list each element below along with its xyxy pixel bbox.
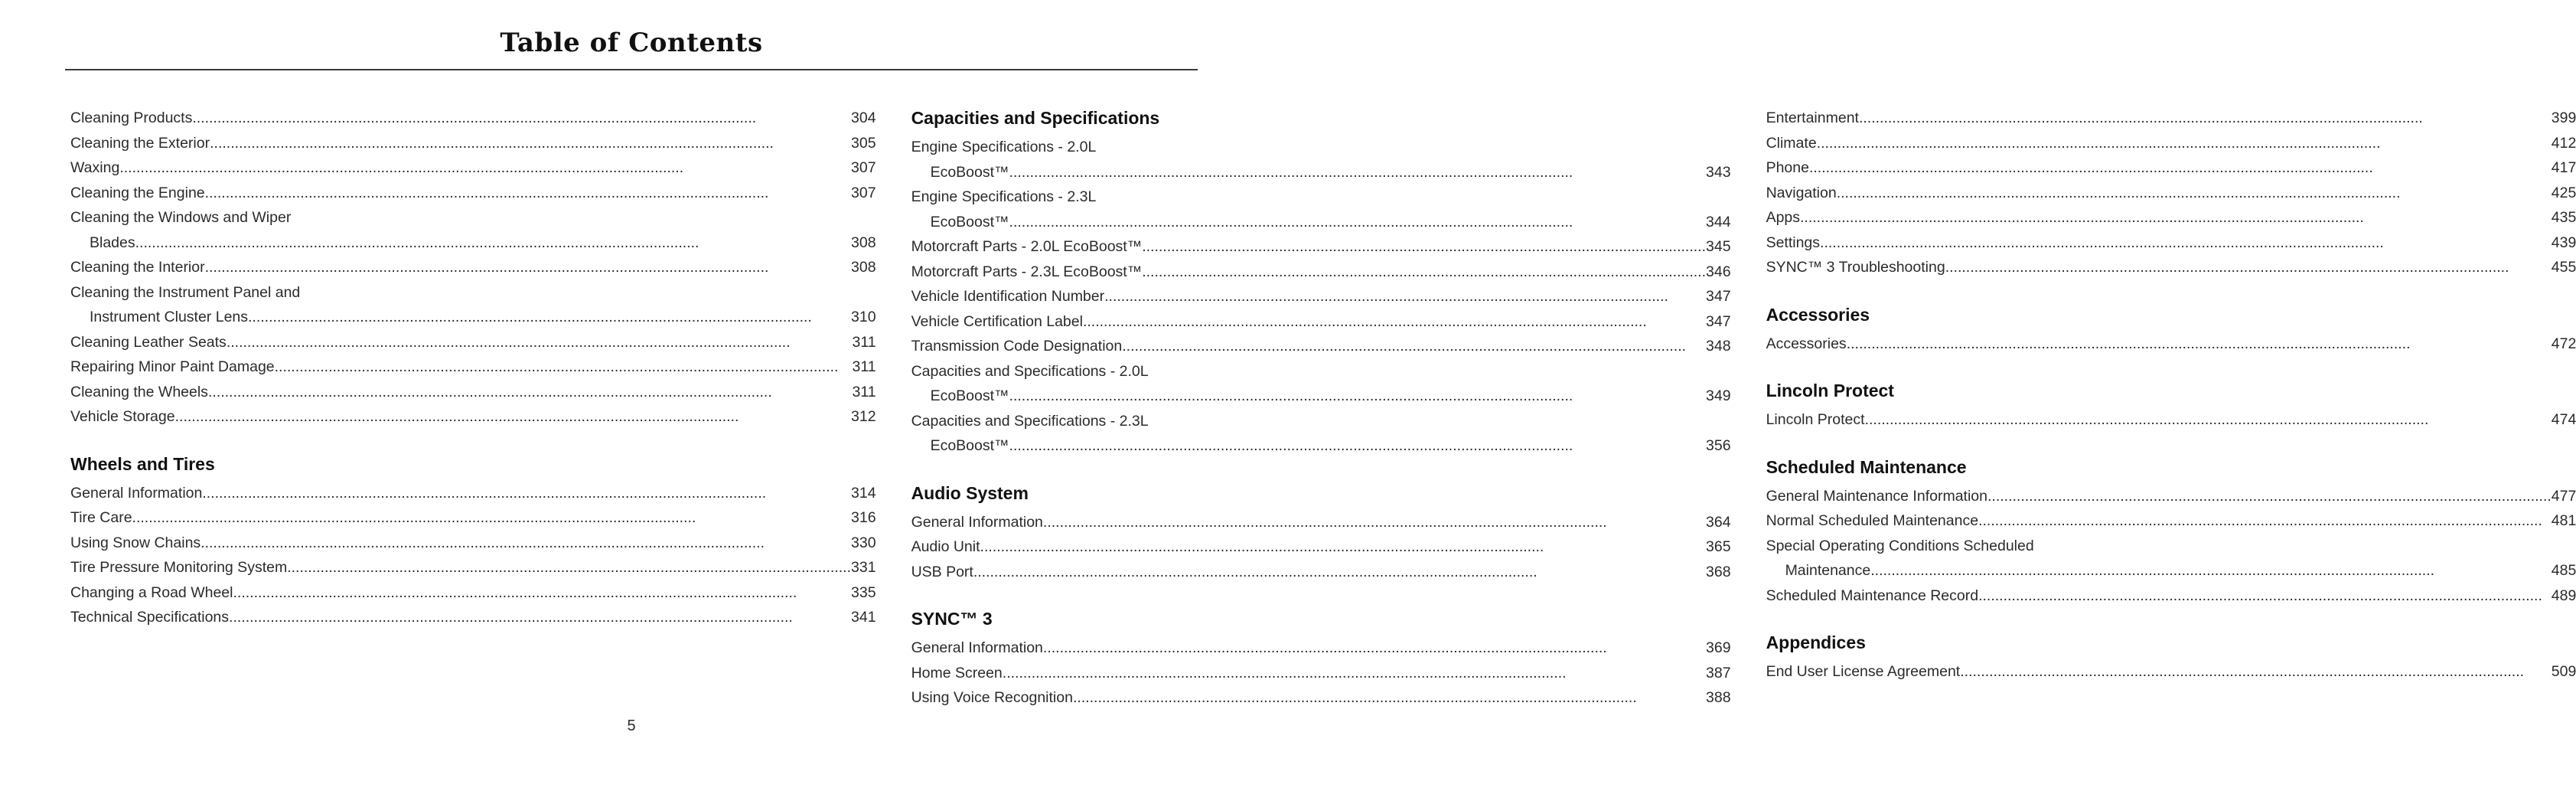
entry-page-number: 365 <box>1706 538 1731 555</box>
entry-first-line <box>911 359 1731 384</box>
toc-column-2 <box>911 106 1731 733</box>
entry-line <box>70 106 876 131</box>
entry-label: General Information <box>911 639 1043 656</box>
entry-label-continued: Maintenance <box>1785 562 1871 579</box>
entry-line <box>70 531 876 556</box>
entry-label: Capacities and Specifications - 2.3L <box>911 412 1149 430</box>
entry-label: End User License Agreement <box>1766 663 1961 680</box>
entry-line <box>911 234 1731 260</box>
entry-page-number: 477 <box>2551 487 2576 505</box>
entry-label: Capacities and Specifications - 2.0L <box>911 362 1149 380</box>
toc-entry <box>911 185 1731 234</box>
toc-entry <box>70 330 876 355</box>
entry-page-number: 485 <box>2551 562 2576 579</box>
dot-leader <box>119 155 851 181</box>
entry-label: Motorcraft Parts - 2.0L EcoBoost™ <box>911 238 1143 255</box>
entry-page-number: 472 <box>2551 335 2576 352</box>
entry-label: Apps <box>1766 209 1801 226</box>
entry-page-number: 348 <box>1706 338 1731 355</box>
toc-column-1 <box>70 106 876 652</box>
toc-entry <box>1766 155 2576 181</box>
entry-page-number: 307 <box>851 159 876 176</box>
entry-label: General Information <box>911 513 1043 531</box>
entry-label: Accessories <box>1766 335 1847 352</box>
entry-line <box>1766 508 2576 534</box>
entry-label: Waxing <box>70 159 120 176</box>
entry-line <box>1766 583 2576 609</box>
entry-label: Audio Unit <box>911 538 980 555</box>
dot-leader <box>1817 131 2552 156</box>
entry-line <box>911 560 1731 585</box>
dot-leader <box>205 255 851 280</box>
entry-page-number: 344 <box>1706 213 1731 230</box>
entry-line <box>911 309 1731 335</box>
entry-label: Settings <box>1766 234 1821 251</box>
dot-leader <box>1837 181 2552 206</box>
toc-entry <box>911 135 1731 185</box>
entry-label: Motorcraft Parts - 2.3L EcoBoost™ <box>911 263 1143 280</box>
entry-line <box>911 636 1731 661</box>
entry-line <box>70 505 876 531</box>
entry-line <box>70 580 876 606</box>
toc-entry <box>1766 484 2576 509</box>
entry-label: Changing a Road Wheel <box>70 583 233 601</box>
entry-label: Vehicle Identification Number <box>911 288 1105 305</box>
entry-page-number: 347 <box>1706 288 1731 305</box>
dot-leader <box>1945 255 2552 280</box>
entry-page-number: 343 <box>1706 163 1731 181</box>
dot-leader <box>1809 155 2552 181</box>
toc-entry <box>70 380 876 405</box>
entry-page-number: 341 <box>851 609 876 626</box>
dot-leader <box>1009 384 1706 409</box>
entry-line <box>70 380 876 405</box>
dot-leader <box>201 531 851 556</box>
entry-line <box>70 305 876 330</box>
entry-page-number: 335 <box>851 583 876 601</box>
section-heading: Wheels and Tires <box>70 453 215 474</box>
dot-leader <box>1009 210 1706 235</box>
toc-section <box>70 452 876 630</box>
dot-leader <box>275 355 853 380</box>
entry-first-line <box>70 280 876 306</box>
entry-label: Cleaning the Wheels <box>70 383 208 400</box>
entry-line <box>70 605 876 630</box>
toc-entry <box>1766 583 2576 609</box>
toc-entry <box>70 531 876 556</box>
entry-label: Engine Specifications - 2.0L <box>911 139 1097 155</box>
entry-first-line <box>911 409 1731 434</box>
page-header <box>0 0 1263 70</box>
entry-page-number: 417 <box>2551 159 2576 176</box>
toc-entry <box>911 685 1731 711</box>
entry-line <box>1766 155 2576 181</box>
dot-leader <box>973 560 1706 585</box>
toc-entry <box>911 284 1731 309</box>
entry-label: Vehicle Certification Label <box>911 312 1083 330</box>
toc-entry <box>70 505 876 531</box>
entry-line <box>911 433 1731 459</box>
toc-entry <box>70 255 876 280</box>
entry-page-number: 308 <box>851 234 876 251</box>
dot-leader <box>1043 510 1706 535</box>
toc-entry <box>911 234 1731 260</box>
dot-leader <box>1987 484 2552 509</box>
entry-page-number: 311 <box>852 358 876 375</box>
section-heading: Capacities and Specifications <box>911 108 1160 128</box>
entry-label: Home Screen <box>911 664 1003 681</box>
dot-leader <box>1073 685 1706 711</box>
section-heading: Accessories <box>1766 304 1870 325</box>
toc-entry <box>1766 106 2576 131</box>
dot-leader <box>248 305 851 330</box>
entry-label: Cleaning Leather Seats <box>70 333 227 351</box>
entry-page-number: 455 <box>2551 259 2576 276</box>
toc-columns <box>0 70 2576 733</box>
dot-leader <box>208 380 853 405</box>
entry-line <box>70 181 876 206</box>
entry-label: Lincoln Protect <box>1766 411 1865 428</box>
entry-line <box>1766 484 2576 509</box>
dot-leader <box>1870 558 2552 583</box>
entry-first-line <box>911 135 1731 160</box>
page-number: 5 <box>627 717 636 734</box>
toc-section <box>1766 106 2576 280</box>
dot-leader <box>210 131 851 156</box>
entry-label: Entertainment <box>1766 109 1859 126</box>
toc-entry <box>911 309 1731 335</box>
entry-label-continued: EcoBoost™ <box>930 163 1009 181</box>
toc-entry <box>1766 659 2576 685</box>
toc-entry <box>1766 205 2576 230</box>
entry-page-number: 331 <box>851 559 876 576</box>
page-title: Table of Contents <box>500 28 763 58</box>
entry-line <box>1766 230 2576 256</box>
section-heading: Appendices <box>1766 632 1866 652</box>
entry-line <box>911 160 1731 185</box>
entry-line <box>911 384 1731 409</box>
entry-line <box>1766 659 2576 685</box>
dot-leader <box>192 106 851 131</box>
toc-entry <box>1766 407 2576 433</box>
entry-page-number: 439 <box>2551 234 2576 251</box>
entry-label-continued: Instrument Cluster Lens <box>90 309 249 325</box>
entry-label: Transmission Code Designation <box>911 338 1123 355</box>
entry-label: Tire Care <box>70 509 132 526</box>
entry-label: Scheduled Maintenance Record <box>1766 587 1979 604</box>
entry-page-number: 369 <box>1706 639 1731 656</box>
dot-leader <box>229 605 851 630</box>
entry-page-number: 314 <box>851 484 876 502</box>
toc-entry <box>1766 255 2576 280</box>
entry-line <box>70 155 876 181</box>
entry-page-number: 346 <box>1706 263 1731 280</box>
entry-page-number: 368 <box>1706 563 1731 580</box>
entry-label: Vehicle Storage <box>70 408 175 425</box>
toc-entry <box>70 404 876 430</box>
entry-line <box>911 534 1731 560</box>
toc-section <box>70 106 876 430</box>
dot-leader <box>980 534 1706 560</box>
entry-first-line <box>70 205 876 230</box>
entry-line <box>911 284 1731 309</box>
entry-page-number: 364 <box>1706 513 1731 531</box>
entry-line <box>911 334 1731 359</box>
entry-page-number: 425 <box>2551 184 2576 201</box>
section-heading: SYNC™ 3 <box>911 609 993 629</box>
entry-label: Repairing Minor Paint Damage <box>70 358 275 375</box>
toc-entry <box>911 534 1731 560</box>
toc-entry <box>70 580 876 606</box>
toc-entry <box>70 555 876 580</box>
entry-line <box>911 210 1731 235</box>
toc-entry <box>70 355 876 380</box>
entry-page-number: 347 <box>1706 312 1731 330</box>
entry-line <box>70 555 876 580</box>
toc-entry <box>1766 131 2576 156</box>
entry-label-continued: Blades <box>90 234 135 251</box>
entry-label-continued: EcoBoost™ <box>930 437 1009 454</box>
entry-label: Engine Specifications - 2.3L <box>911 188 1097 205</box>
entry-page-number: 305 <box>851 134 876 152</box>
entry-page-number: 308 <box>851 259 876 276</box>
page-footer <box>0 717 1263 735</box>
dot-leader <box>1978 583 2552 609</box>
entry-line <box>911 510 1731 535</box>
entry-line <box>911 260 1731 285</box>
dot-leader <box>132 505 851 531</box>
entry-page-number: 435 <box>2551 209 2576 226</box>
entry-line <box>1766 181 2576 206</box>
entry-line <box>70 330 876 355</box>
section-heading: Lincoln Protect <box>1766 381 1894 400</box>
toc-section <box>1766 630 2576 685</box>
dot-leader <box>1142 234 1706 260</box>
dot-leader <box>1003 661 1706 686</box>
entry-page-number: 304 <box>851 109 876 126</box>
toc-entry <box>911 636 1731 661</box>
entry-line <box>1766 255 2576 280</box>
entry-label: Using Snow Chains <box>70 534 201 551</box>
entry-page-number: 474 <box>2551 411 2576 428</box>
entry-line <box>70 131 876 156</box>
dot-leader <box>202 481 851 506</box>
toc-section <box>1766 302 2576 357</box>
entry-line <box>1766 131 2576 156</box>
toc-entry <box>911 260 1731 285</box>
entry-label-continued: EcoBoost™ <box>930 213 1009 230</box>
entry-page-number: 399 <box>2551 109 2576 126</box>
entry-line <box>1766 106 2576 131</box>
toc-entry <box>911 359 1731 409</box>
dot-leader <box>233 580 851 606</box>
entry-label: Cleaning the Interior <box>70 259 205 276</box>
toc-entry <box>911 661 1731 686</box>
entry-page-number: 349 <box>1706 387 1731 404</box>
entry-label: Cleaning the Windows and Wiper <box>70 209 292 226</box>
dot-leader <box>175 404 851 430</box>
dot-leader <box>227 330 853 355</box>
entry-label: Technical Specifications <box>70 609 230 626</box>
toc-entry <box>70 605 876 630</box>
entry-line <box>70 255 876 280</box>
entry-page-number: 412 <box>2551 134 2576 152</box>
entry-label: Tire Pressure Monitoring System <box>70 559 288 576</box>
toc-column-3 <box>1766 106 2576 707</box>
entry-label: Navigation <box>1766 184 1837 201</box>
entry-label: General Information <box>70 484 203 502</box>
entry-page-number: 310 <box>851 309 876 325</box>
toc-entry <box>70 205 876 255</box>
entry-label: Normal Scheduled Maintenance <box>1766 512 1979 529</box>
entry-line <box>70 230 876 256</box>
toc-entry <box>70 280 876 330</box>
entry-label: Cleaning Products <box>70 109 193 126</box>
entry-label: USB Port <box>911 563 973 580</box>
entry-line <box>911 685 1731 711</box>
dot-leader <box>1043 636 1706 661</box>
dot-leader <box>287 555 851 580</box>
dot-leader <box>1142 260 1706 285</box>
toc-entry <box>70 481 876 506</box>
entry-label: Cleaning the Engine <box>70 184 205 201</box>
section-heading: Scheduled Maintenance <box>1766 456 1967 477</box>
entry-page-number: 330 <box>851 534 876 551</box>
toc-entry <box>1766 508 2576 534</box>
entry-page-number: 356 <box>1706 437 1731 454</box>
entry-page-number: 311 <box>852 333 876 351</box>
dot-leader <box>1800 205 2552 230</box>
entry-line <box>1766 558 2576 583</box>
entry-label: Cleaning the Instrument Panel and <box>70 283 301 301</box>
entry-page-number: 481 <box>2551 512 2576 529</box>
dot-leader <box>1978 508 2552 534</box>
dot-leader <box>1960 659 2552 685</box>
entry-line <box>70 404 876 430</box>
dot-leader <box>1859 106 2552 131</box>
entry-page-number: 489 <box>2551 587 2576 604</box>
toc-section <box>911 106 1731 459</box>
entry-first-line <box>1766 534 2576 559</box>
entry-label: Special Operating Conditions Scheduled <box>1766 537 2034 554</box>
toc-entry <box>70 155 876 181</box>
toc-entry <box>1766 181 2576 206</box>
dot-leader <box>1865 407 2552 433</box>
toc-section <box>1766 378 2576 433</box>
toc-entry <box>911 334 1731 359</box>
dot-leader <box>205 181 851 206</box>
entry-line <box>911 661 1731 686</box>
toc-entry <box>70 106 876 131</box>
toc-entry <box>911 560 1731 585</box>
entry-label: General Maintenance Information <box>1766 487 1987 505</box>
toc-entry <box>1766 332 2576 357</box>
toc-section <box>911 481 1731 585</box>
entry-page-number: 387 <box>1706 664 1731 681</box>
entry-page-number: 345 <box>1706 238 1731 255</box>
dot-leader <box>1009 160 1706 185</box>
entry-label: Phone <box>1766 159 1809 176</box>
toc-section <box>1766 455 2576 609</box>
entry-label-continued: EcoBoost™ <box>930 387 1009 404</box>
toc-entry <box>70 181 876 206</box>
entry-line <box>1766 332 2576 357</box>
section-heading: Audio System <box>911 482 1029 503</box>
entry-label: Using Voice Recognition <box>911 689 1073 706</box>
entry-line <box>1766 205 2576 230</box>
toc-entry <box>70 131 876 156</box>
dot-leader <box>1009 433 1706 459</box>
entry-first-line <box>911 185 1731 210</box>
toc-entry <box>911 409 1731 459</box>
dot-leader <box>1104 284 1706 309</box>
entry-page-number: 311 <box>852 383 876 400</box>
toc-section <box>911 606 1731 711</box>
entry-label: Climate <box>1766 134 1817 152</box>
dot-leader <box>1847 332 2552 357</box>
toc-entry <box>911 510 1731 535</box>
entry-label: Cleaning the Exterior <box>70 134 210 152</box>
entry-line <box>70 355 876 380</box>
entry-page-number: 316 <box>851 509 876 526</box>
dot-leader <box>1083 309 1706 335</box>
dot-leader <box>1820 230 2552 256</box>
entry-page-number: 509 <box>2551 663 2576 680</box>
toc-entry <box>1766 534 2576 583</box>
dot-leader <box>135 230 851 256</box>
entry-page-number: 388 <box>1706 689 1731 706</box>
toc-entry <box>1766 230 2576 256</box>
entry-line <box>70 481 876 506</box>
dot-leader <box>1122 334 1706 359</box>
entry-label: SYNC™ 3 Troubleshooting <box>1766 259 1945 276</box>
entry-page-number: 312 <box>851 408 876 425</box>
entry-page-number: 307 <box>851 184 876 201</box>
entry-line <box>1766 407 2576 433</box>
